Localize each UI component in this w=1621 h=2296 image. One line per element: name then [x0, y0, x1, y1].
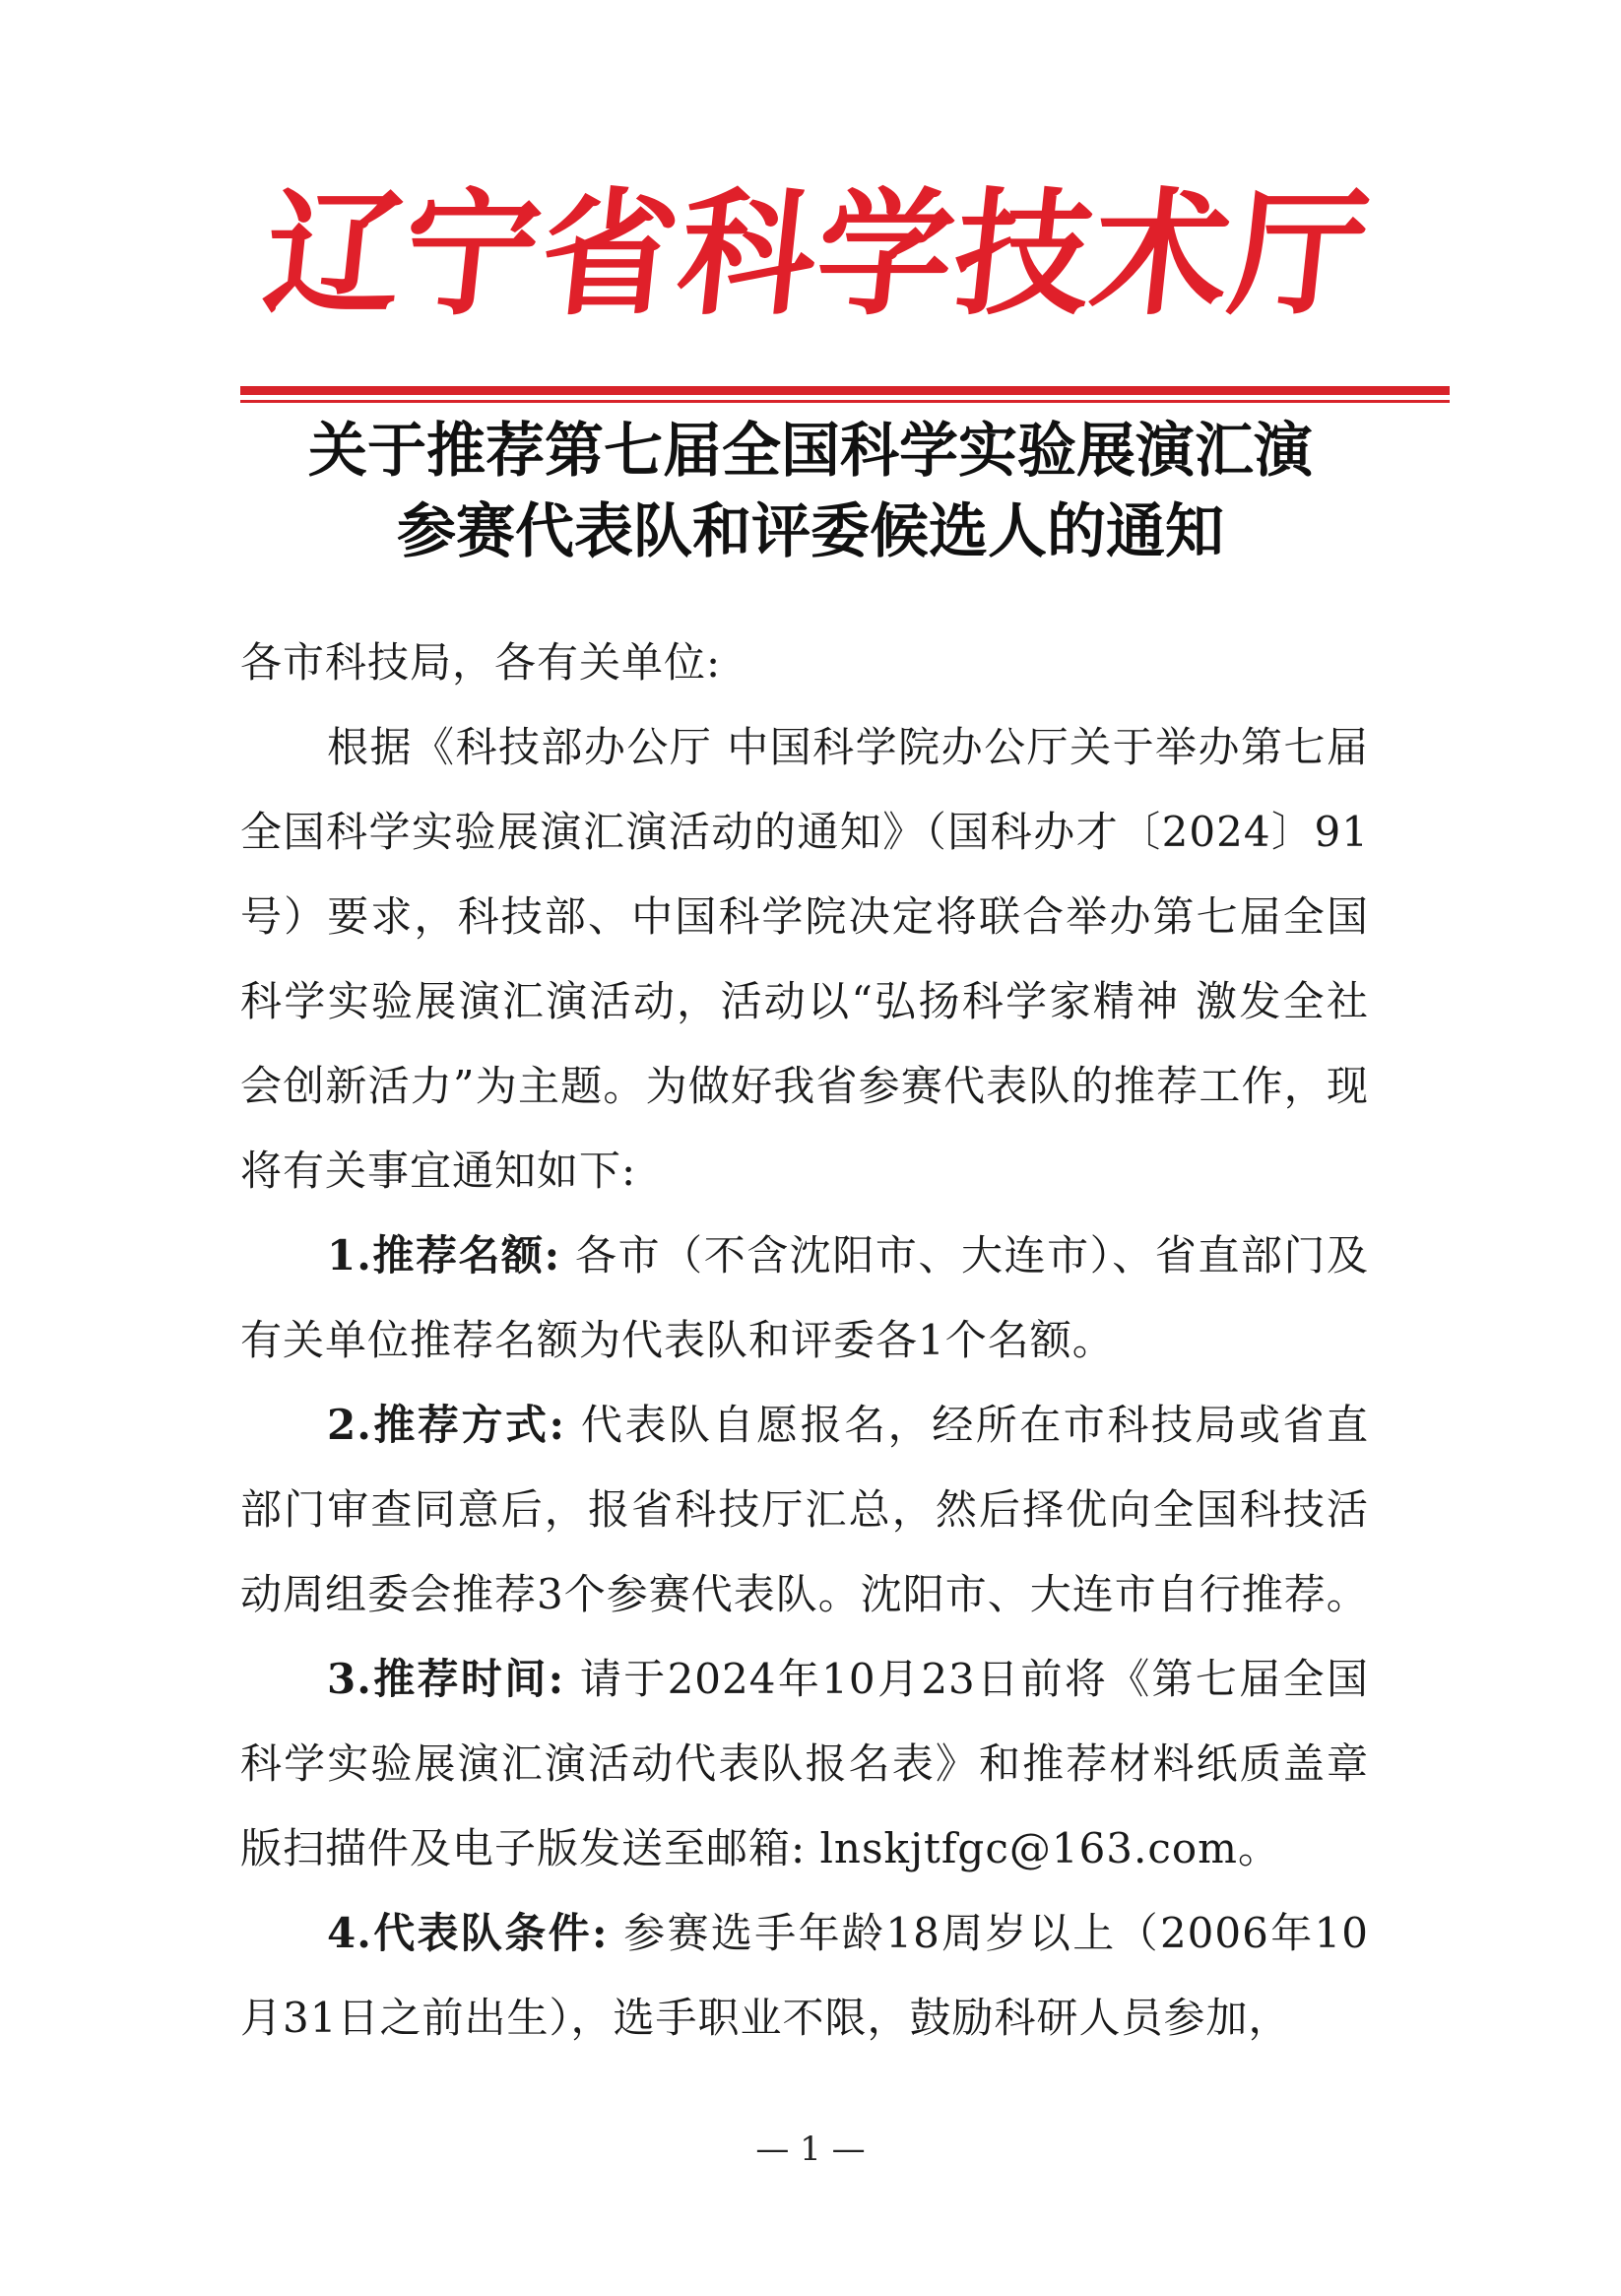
item-4-paragraph — [240, 1891, 1369, 2061]
item-2-text: 代表队自愿报名，经所在市科技局或省直部门审查同意后，报省科技厅汇总，然后择优向全国科技活动周组委会推荐3个参赛代表队。沈阳市、大连市自行推荐。 — [240, 1401, 1369, 1618]
item-1-heading: 1.推荐名额: — [327, 1231, 561, 1279]
document-title-line-1: 关于推荐第七届全国科学实验展演汇演 — [308, 417, 1313, 486]
salutation: 各市科技局，各有关单位: — [240, 638, 722, 687]
organization-header: 辽宁省科学技术厅 — [257, 173, 1378, 334]
item-3-paragraph — [240, 1637, 1369, 1891]
item-3-text: 请于2024年10月23日前将《第七届全国科学实验展演汇演活动代表队报名表》和推荐材料纸质盖章版扫描件及电子版发送至邮箱: lnskjtfgc@163.com。 — [240, 1655, 1369, 1872]
item-4-heading: 4.代表队条件: — [327, 1909, 609, 1957]
header-divider-thick — [240, 386, 1450, 395]
document-title-line-2: 参赛代表队和评委候选人的通知 — [397, 497, 1224, 566]
item-1-paragraph — [240, 1214, 1369, 1383]
header-divider-thin — [240, 400, 1450, 403]
item-2-heading: 2.推荐方式: — [327, 1401, 566, 1449]
item-1-text: 各市（不含沈阳市、大连市）、省直部门及有关单位推荐名额为代表队和评委各1个名额。 — [240, 1231, 1369, 1364]
page-number: — 1 — — [755, 2130, 866, 2169]
item-4-text: 参赛选手年龄18周岁以上（2006年10月31日之前出生），选手职业不限，鼓励科研人员参加， — [240, 1909, 1369, 2042]
intro-paragraph: 根据《科技部办公厅 中国科学院办公厅关于举办第七届全国科学实验展演汇演活动的通知》（国科办才〔2024〕91号）要求，科技部、中国科学院决定将联合举办第七届全国科学实验展演汇演活动，活动以“弘扬科学家精神 激发全社会创新活力”为主题。为做好我省参赛代表队的推荐工作，现将有关事宜通知如下: — [240, 723, 1369, 1195]
item-3-heading: 3.推荐时间: — [327, 1655, 565, 1703]
item-2-paragraph — [240, 1383, 1369, 1637]
